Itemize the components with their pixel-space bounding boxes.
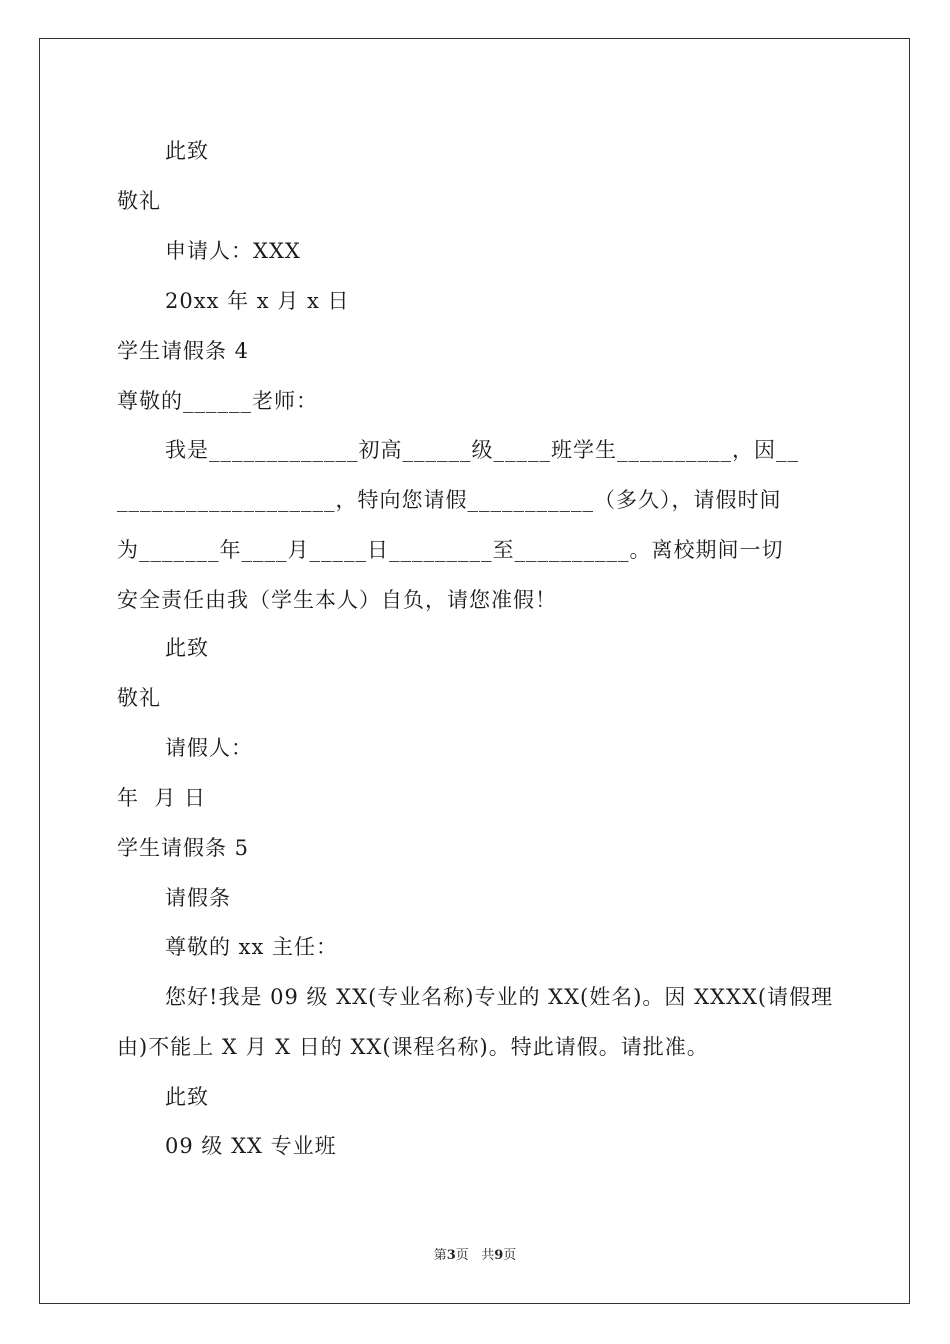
closing-regards: 敬礼	[117, 189, 161, 213]
body-line-2: ___________________，特向您请假___________（多久），请假时间	[117, 488, 782, 512]
closing-salutation-3: 此致	[165, 1085, 209, 1109]
leave-applicant-line: 请假人：	[165, 736, 253, 760]
date-blank-line: 年 月 日	[117, 786, 207, 810]
note-title: 请假条	[165, 886, 231, 910]
closing-regards-2: 敬礼	[117, 686, 161, 710]
date-line: 20xx 年 x 月 x 日	[165, 289, 350, 313]
closing-salutation: 此致	[165, 139, 209, 163]
class-signature: 09 级 XX 专业班	[165, 1134, 337, 1158]
greeting-director: 尊敬的 xx 主任：	[165, 935, 339, 959]
footer-mid: 页 共	[455, 1248, 495, 1263]
body-line-3: 为_______年____月_____日_________至__________。离校期间一切	[117, 538, 784, 562]
body-line-4: 安全责任由我（学生本人）自负，请您准假！	[117, 588, 557, 612]
closing-salutation-2: 此致	[165, 636, 209, 660]
greeting-teacher: 尊敬的______老师：	[117, 389, 318, 413]
applicant-line: 申请人：XXX	[165, 239, 301, 263]
footer-suffix: 页	[503, 1248, 517, 1263]
footer-total-pages: 9	[494, 1248, 504, 1263]
footer-page-number: 3	[446, 1248, 456, 1263]
page-footer	[0, 1247, 950, 1265]
section-heading-5: 学生请假条 5	[117, 836, 250, 860]
footer-prefix: 第	[433, 1248, 447, 1263]
body5-line-2: 由)不能上 X 月 X 日的 XX(课程名称)。特此请假。请批准。	[117, 1035, 709, 1059]
body5-line-1: 您好!我是 09 级 XX(专业名称)专业的 XX(姓名)。因 XXXX(请假理	[165, 985, 834, 1009]
section-heading-4: 学生请假条 4	[117, 339, 250, 363]
page-frame	[39, 38, 910, 1304]
body-line-1: 我是_____________初高______级_____班学生__________，因__	[165, 438, 799, 462]
